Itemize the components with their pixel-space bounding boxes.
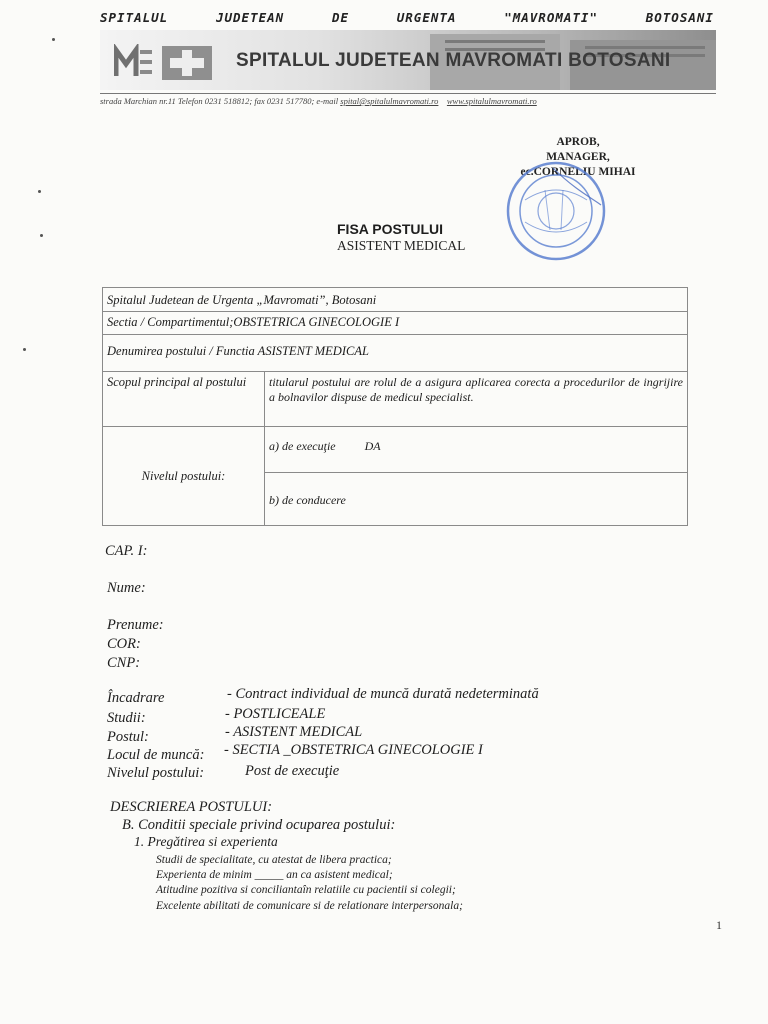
table-row	[103, 312, 687, 335]
page-number: 1	[716, 918, 722, 932]
description-line: Studii de specialitate, cu atestat de libera practica;	[156, 854, 392, 866]
description-heading: DESCRIEREA POSTULUI:	[110, 799, 273, 815]
scan-speck	[23, 348, 26, 351]
table-row	[103, 372, 687, 427]
approval-line: MANAGER,	[546, 151, 610, 163]
hospital-name: Spitalul Judetean de Urgenta „Mavromati”, Botosani	[107, 293, 377, 307]
contact-line	[100, 93, 716, 106]
cross-logo-icon	[162, 46, 212, 80]
header-top-line	[100, 10, 714, 25]
table-row	[103, 427, 687, 525]
field-incadrare	[107, 686, 539, 707]
description-subheading: B. Conditii speciale privind ocuparea postului:	[122, 817, 396, 833]
field-label: Încadrare	[107, 690, 165, 706]
header-word: DE	[331, 10, 349, 25]
field-value: - ASISTENT MEDICAL	[225, 724, 363, 740]
field-studii	[107, 706, 326, 727]
description-line: Experienta de minim _____ an ca asistent medical;	[156, 869, 393, 881]
level-label: Nivelul postului:	[103, 427, 265, 525]
field-label: Postul:	[107, 729, 149, 745]
header-word: "MAVROMATI"	[504, 10, 598, 25]
official-stamp-icon	[505, 160, 607, 262]
scan-speck	[38, 190, 41, 193]
header-word: URGENTA	[396, 10, 457, 25]
field-postul	[107, 724, 363, 746]
chapter-heading: CAP. I:	[105, 543, 148, 559]
field-label: Nivelul postului:	[107, 765, 205, 781]
header-word: BOTOSANI	[645, 10, 714, 25]
description-item: 1. Pregătirea si experienta	[134, 834, 278, 849]
field-locul	[107, 742, 483, 764]
level-execution	[265, 427, 687, 472]
scan-speck	[52, 38, 55, 41]
contact-website: www.spitalulmavromati.ro	[446, 96, 537, 106]
field-prenume: Prenume:	[107, 617, 164, 633]
approval-line: ec.CORNELIU MIHAI	[520, 166, 636, 178]
level-management-label: b) de conducere	[269, 493, 346, 507]
field-nume: Nume:	[107, 580, 146, 596]
job-info-table	[102, 287, 688, 526]
header-word: JUDETEAN	[215, 10, 285, 25]
field-value: Post de execuţie	[245, 763, 340, 779]
job-name: Denumirea postului / Functia ASISTENT MEDICAL	[107, 344, 369, 358]
scan-speck	[40, 234, 43, 237]
field-value: - SECTIA _OBSTETRICA GINECOLOGIE I	[224, 742, 483, 758]
hospital-banner	[100, 30, 716, 90]
contact-email: spital@spitalulmavromati.ro	[340, 96, 439, 106]
field-cnp: CNP:	[107, 655, 141, 671]
table-row	[103, 288, 687, 312]
section-name: Sectia / Compartimentul;OBSTETRICA GINECOLOGIE I	[107, 315, 400, 329]
field-label: Locul de muncă:	[107, 747, 205, 763]
document-subtitle: ASISTENT MEDICAL	[337, 238, 466, 253]
field-label: Studii:	[107, 710, 146, 726]
level-management	[265, 472, 687, 524]
description-line: Atitudine pozitiva si conciliantaîn relatiile cu pacientii si colegii;	[156, 884, 456, 896]
header-word: SPITALUL	[100, 10, 169, 25]
level-execution-value: DA	[364, 439, 381, 453]
approval-line: APROB,	[556, 136, 600, 148]
banner-title: SPITALUL JUDETEAN MAVROMATI BOTOSANI	[236, 50, 671, 71]
field-value: - POSTLICEALE	[225, 706, 326, 722]
field-nivel	[107, 763, 340, 782]
description-line: Excelente abilitati de comunicare si de relationare interpersonala;	[156, 900, 463, 912]
field-value: - Contract individual de muncă durată nedeterminată	[227, 686, 539, 702]
document-title: FISA POSTULUI	[337, 221, 444, 237]
table-row	[103, 335, 687, 372]
hospital-logo-icon	[114, 44, 154, 80]
field-cor: COR:	[107, 636, 141, 652]
level-execution-label: a) de execuţie	[269, 439, 336, 453]
purpose-text: titularul postului are rolul de a asigura aplicarea corecta a procedurilor de ingrijire a bolnavilor dispuse de medicul specialist.	[269, 375, 683, 404]
contact-text: strada Marchian nr.11 Telefon 0231 518812; fax 0231 517780; e-mail	[100, 96, 339, 106]
purpose-label: Scopul principal al postului	[103, 372, 265, 426]
